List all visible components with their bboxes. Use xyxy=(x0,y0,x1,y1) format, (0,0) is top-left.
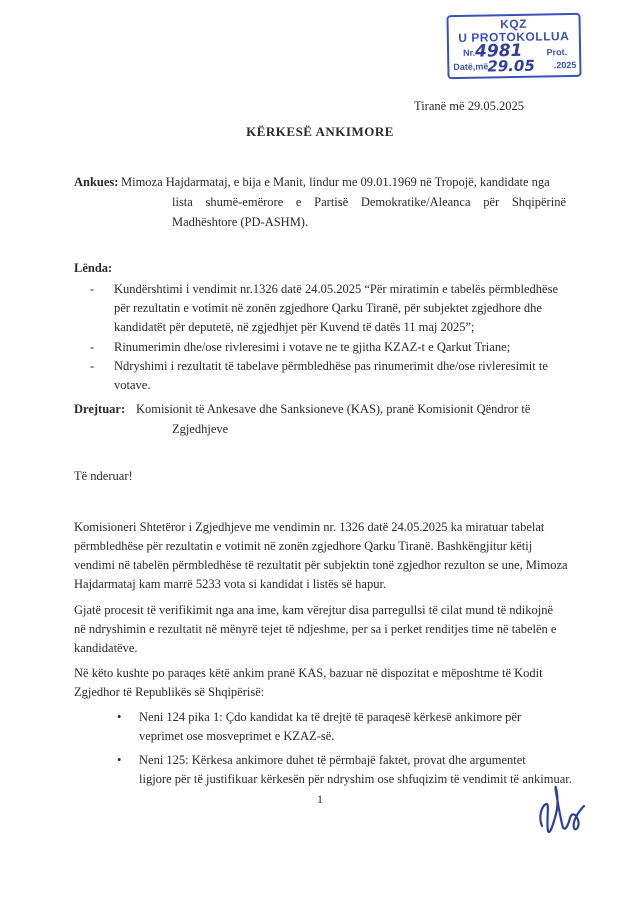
lenda-label: Lënda: xyxy=(74,261,113,275)
lenda-item-1-line-2: për rezultatin e votimit në zonën zgjedhore Qarku Tiranë, për subjektet zgjedhore dhe xyxy=(114,301,542,315)
para-2-line-1: Gjatë procesit të verifikimit nga ana ime, kam vërejtur disa parregullsi të cilat mund të ndikojnë xyxy=(74,603,554,617)
stamp-label: U PROTOKOLLUA xyxy=(458,29,570,45)
ankues-label: Ankues: xyxy=(74,175,119,189)
para-1-line-4: Hajdarmataj kam marrë 5233 vota si kandidat i listës së hapur. xyxy=(74,577,387,591)
page-number: 1 xyxy=(317,792,323,806)
document-title: KËRKESË ANKIMORE xyxy=(246,124,394,139)
stamp-handwritten-number: 4981 xyxy=(474,40,523,62)
lenda-item-3-line-1: Ndryshimi i rezultatit të tabelave përmbledhëse pas rinumerimit dhe/ose rivleresimit te xyxy=(114,359,548,373)
article-1-line-2: veprimet ose mosveprimet e KZAZ-së. xyxy=(139,729,335,743)
lenda-item-3-line-2: votave. xyxy=(114,378,151,392)
para-1-line-2: përmbledhëse për rezultatin e votimit në zonën zgjedhore Qarku Tiranë. Bashkëngjitur këtij xyxy=(74,539,533,553)
stamp-year-label: .2025 xyxy=(553,59,577,71)
signature xyxy=(532,776,592,846)
para-2-line-2: në ndryshimin e rezultatit në mënyrë tejet të ndjeshme, per sa i perket renditjes time në tabelën e xyxy=(74,622,557,636)
stamp-nr-label: Nr. xyxy=(463,47,476,58)
stamp-org: KQZ xyxy=(500,16,528,32)
drejtuar-label: Drejtuar: xyxy=(74,402,126,416)
para-1-line-1: Komisioneri Shtetëror i Zgjedhjeve me vendimin nr. 1326 datë 24.05.2025 ka miratuar tabelat xyxy=(74,520,545,534)
stamp-date-label: Datë,më xyxy=(453,61,489,73)
article-bullet-2: • xyxy=(117,753,122,767)
para-3-line-1: Në këto kushte po paraqes këtë ankim pranë KAS, bazuar në dispozitat e mëposhtme të Kodit xyxy=(74,666,543,680)
lenda-item-1-line-3: kandidatët për deputetë, në zgjedhjet për Kuvend të datës 11 maj 2025”; xyxy=(114,320,475,334)
salutation: Të nderuar! xyxy=(74,469,133,483)
lenda-dash-3: - xyxy=(90,359,95,373)
lenda-item-2-line-1: Rinumerimin dhe/ose rivleresimi i votave ne te gjitha KZAZ-t e Qarkut Triane; xyxy=(114,340,511,354)
stamp-handwritten-date: 29.05 xyxy=(487,56,535,76)
ankues-line-2: lista shumë-emërore e Partisë Demokratike/Aleanca për Shqipërinë xyxy=(172,195,566,209)
lenda-dash-2: - xyxy=(90,340,95,354)
para-2-line-3: kandidatëve. xyxy=(74,641,138,655)
lenda-item-1-line-1: Kundërshtimi i vendimit nr.1326 datë 24.05.2025 “Për miratimin e tabelës përmbledhëse xyxy=(114,282,559,296)
ankues-line-3: Madhështore (PD-ASHM). xyxy=(172,215,309,229)
stamp-prot-label: Prot. xyxy=(546,47,568,58)
place-date: Tiranë më 29.05.2025 xyxy=(414,99,524,113)
lenda-dash-1: - xyxy=(90,282,95,296)
article-bullet-1: • xyxy=(117,710,122,724)
article-1-line-1: Neni 124 pika 1: Çdo kandidat ka të drejtë të paraqesë kërkesë ankimore për xyxy=(139,710,522,724)
protocol-stamp xyxy=(446,13,581,79)
para-3-line-2: Zgjedhor të Republikës së Shqipërisë: xyxy=(74,685,265,699)
drejtuar-line-2: Zgjedhjeve xyxy=(172,422,229,436)
ankues-line-1: Mimoza Hajdarmataj, e bija e Manit, lindur me 09.01.1969 në Tropojë, kandidate nga xyxy=(121,175,550,189)
article-2-line-2: ligjore për të justifikuar kërkesën për ndryshim ose shfuqizim të vendimit të ankimuar. xyxy=(139,772,572,786)
para-1-line-3: vendimi në tabelën përmbledhëse të rezultatit për subjektin tonë zgjedhor rezulton se une, Mimoza xyxy=(74,558,568,572)
article-2-line-1: Neni 125: Kërkesa ankimore duhet të përmbajë faktet, provat dhe argumentet xyxy=(139,753,526,767)
drejtuar-line-1: Komisionit të Ankesave dhe Sanksioneve (KAS), pranë Komisionit Qëndror të xyxy=(136,402,531,416)
